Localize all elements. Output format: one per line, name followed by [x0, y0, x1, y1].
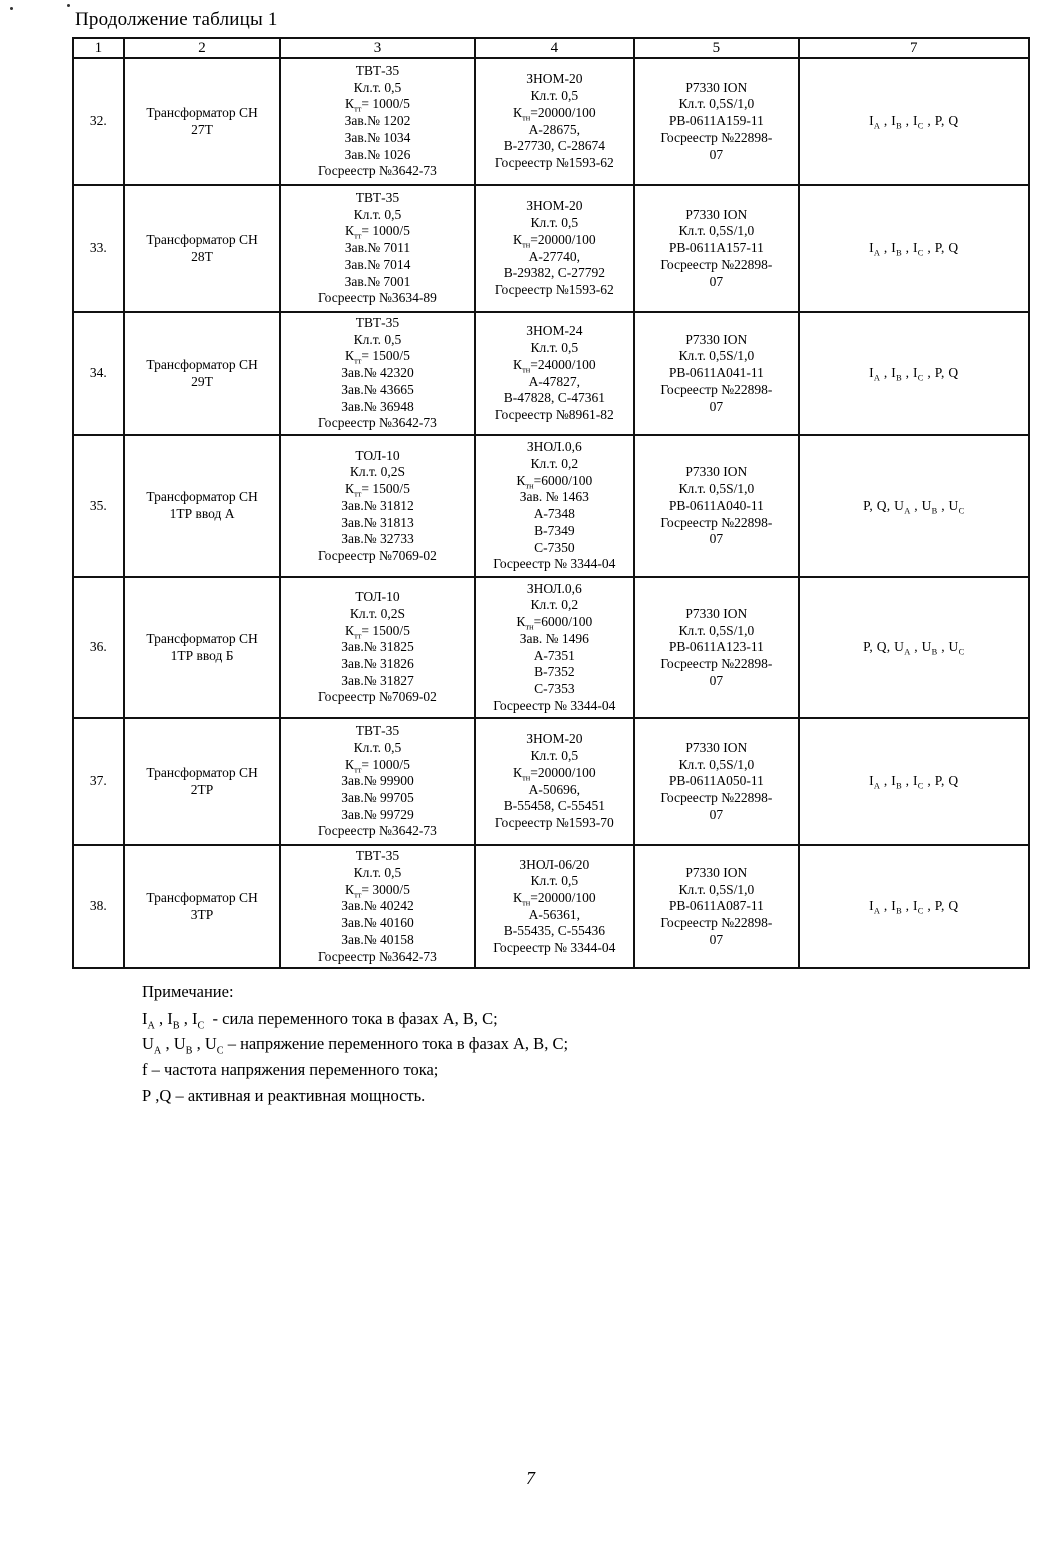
notes-heading: Примечание: — [142, 982, 234, 1002]
measured-parameters-cell: $I_А$ , $I_В$ , $I_С$ , P, Q — [799, 845, 1029, 968]
measured-parameters-cell: $I_А$ , $I_В$ , $I_С$ , P, Q — [799, 312, 1029, 435]
row-number-cell: 37. — [73, 718, 124, 845]
table-row — [73, 58, 1029, 185]
voltage-transformer-cell: ЗНОМ-24 Кл.т. 0,5 $К_{тн}=24000/100$ А-47827, В-47828, С-47361 Госреестр №8961-82 — [475, 312, 635, 435]
notes-section — [142, 979, 1061, 1108]
current-transformer-cell: ТВТ-35 Кл.т. 0,5 $К_{тт}= 1000/5$ Зав.№ 99900 Зав.№ 99705 Зав.№ 99729 Госреестр №3642-73 — [280, 718, 474, 845]
equipment-name-cell: Трансформатор СН 29Т — [124, 312, 281, 435]
current-transformer-cell: ТОЛ-10 Кл.т. 0,2S $К_{тт}= 1500/5$ Зав.№ 31812 Зав.№ 31813 Зав.№ 32733 Госреестр №7069-02 — [280, 435, 474, 577]
row-number-cell: 36. — [73, 577, 124, 718]
measured-parameters-cell: P, Q, $U_А$ , $U_В$ , $U_С$ — [799, 435, 1029, 577]
column-header-4: 4 — [475, 38, 635, 58]
voltage-transformer-cell: ЗНОЛ.0,6 Кл.т. 0,2 $К_{тн}=6000/100$ Зав. № 1463 А-7348 В-7349 С-7350 Госреестр № 3344-04 — [475, 435, 635, 577]
current-transformer-cell: ТВТ-35 Кл.т. 0,5 $К_{тт}= 1500/5$ Зав.№ 42320 Зав.№ 43665 Зав.№ 36948 Госреестр №3642-73 — [280, 312, 474, 435]
current-transformer-cell: ТВТ-35 Кл.т. 0,5 $К_{тт}= 1000/5$ Зав.№ 1202 Зав.№ 1034 Зав.№ 1026 Госреестр №3642-73 — [280, 58, 474, 185]
page-title: Продолжение таблицы 1 — [75, 9, 278, 30]
equipment-name-cell: Трансформатор СН 1ТР ввод А — [124, 435, 281, 577]
note-line: Р ,Q – активная и реактивная мощность. — [142, 1085, 426, 1105]
voltage-transformer-cell: ЗНОЛ.0,6 Кл.т. 0,2 $К_{тн}=6000/100$ Зав. № 1496 А-7351 В-7352 С-7353 Госреестр № 3344-04 — [475, 577, 635, 718]
table-row — [73, 718, 1029, 845]
current-transformer-cell: ТОЛ-10 Кл.т. 0,2S $К_{тт}= 1500/5$ Зав.№ 31825 Зав.№ 31826 Зав.№ 31827 Госреестр №7069-02 — [280, 577, 474, 718]
metering-equipment-table — [72, 37, 1030, 969]
equipment-name-cell: Трансформатор СН 1ТР ввод Б — [124, 577, 281, 718]
equipment-name-cell: Трансформатор СН 27Т — [124, 58, 281, 185]
equipment-name-cell: Трансформатор СН 2ТР — [124, 718, 281, 845]
meter-cell: Р7330 ION Кл.т. 0,5S/1,0 РВ-0611А041-11 Госреестр №22898- 07 — [634, 312, 798, 435]
voltage-transformer-cell: ЗНОМ-20 Кл.т. 0,5 $К_{тн}=20000/100$ А-28675, В-27730, С-28674 Госреестр №1593-62 — [475, 58, 635, 185]
voltage-transformer-cell: ЗНОМ-20 Кл.т. 0,5 $К_{тн}=20000/100$ А-50696, В-55458, С-55451 Госреестр №1593-70 — [475, 718, 635, 845]
table-row — [73, 577, 1029, 718]
table-row — [73, 312, 1029, 435]
meter-cell: Р7330 ION Кл.т. 0,5S/1,0 РВ-0611А050-11 Госреестр №22898- 07 — [634, 718, 798, 845]
voltage-transformer-cell: ЗНОМ-20 Кл.т. 0,5 $К_{тн}=20000/100$ А-27740, В-29382, С-27792 Госреестр №1593-62 — [475, 185, 635, 312]
measured-parameters-cell: $I_А$ , $I_В$ , $I_С$ , P, Q — [799, 58, 1029, 185]
note-line: $U_А$ , $U_В$ , $U_С$ – напряжение переменного тока в фазах А, В, С; — [142, 1034, 569, 1057]
table-row — [73, 845, 1029, 968]
row-number-cell: 35. — [73, 435, 124, 577]
equipment-name-cell: Трансформатор СН 28Т — [124, 185, 281, 312]
row-number-cell: 33. — [73, 185, 124, 312]
note-line: f – частота напряжения переменного тока; — [142, 1059, 439, 1079]
page-number: 7 — [526, 1468, 535, 1488]
column-header-7: 7 — [799, 38, 1029, 58]
meter-cell: Р7330 ION Кл.т. 0,5S/1,0 РВ-0611А157-11 Госреестр №22898- 07 — [634, 185, 798, 312]
column-header-2: 2 — [124, 38, 281, 58]
scan-speck — [67, 4, 70, 7]
row-number-cell: 34. — [73, 312, 124, 435]
current-transformer-cell: ТВТ-35 Кл.т. 0,5 $К_{тт}= 3000/5$ Зав.№ 40242 Зав.№ 40160 Зав.№ 40158 Госреестр №3642-73 — [280, 845, 474, 968]
table-header-row — [73, 38, 1029, 58]
table-row — [73, 185, 1029, 312]
meter-cell: Р7330 ION Кл.т. 0,5S/1,0 РВ-0611А123-11 Госреестр №22898- 07 — [634, 577, 798, 718]
current-transformer-cell: ТВТ-35 Кл.т. 0,5 $К_{тт}= 1000/5$ Зав.№ 7011 Зав.№ 7014 Зав.№ 7001 Госреестр №3634-89 — [280, 185, 474, 312]
scan-speck — [10, 7, 13, 10]
column-header-5: 5 — [634, 38, 798, 58]
measured-parameters-cell: P, Q, $U_А$ , $U_В$ , $U_С$ — [799, 577, 1029, 718]
measured-parameters-cell: $I_А$ , $I_В$ , $I_С$ , P, Q — [799, 185, 1029, 312]
meter-cell: Р7330 ION Кл.т. 0,5S/1,0 РВ-0611А087-11 Госреестр №22898- 07 — [634, 845, 798, 968]
measured-parameters-cell: $I_А$ , $I_В$ , $I_С$ , P, Q — [799, 718, 1029, 845]
column-header-1: 1 — [73, 38, 124, 58]
table-row — [73, 435, 1029, 577]
row-number-cell: 38. — [73, 845, 124, 968]
meter-cell: Р7330 ION Кл.т. 0,5S/1,0 РВ-0611А159-11 Госреестр №22898- 07 — [634, 58, 798, 185]
voltage-transformer-cell: ЗНОЛ-06/20 Кл.т. 0,5 $К_{тн}=20000/100$ А-56361, В-55435, С-55436 Госреестр № 3344-04 — [475, 845, 635, 968]
row-number-cell: 32. — [73, 58, 124, 185]
note-line: $I_А$ , $I_В$ , $I_С$ - сила переменного тока в фазах А, В, С; — [142, 1008, 498, 1032]
column-header-3: 3 — [280, 38, 474, 58]
notes-lines — [142, 1006, 1061, 1108]
meter-cell: Р7330 ION Кл.т. 0,5S/1,0 РВ-0611А040-11 Госреестр №22898- 07 — [634, 435, 798, 577]
equipment-name-cell: Трансформатор СН 3ТР — [124, 845, 281, 968]
